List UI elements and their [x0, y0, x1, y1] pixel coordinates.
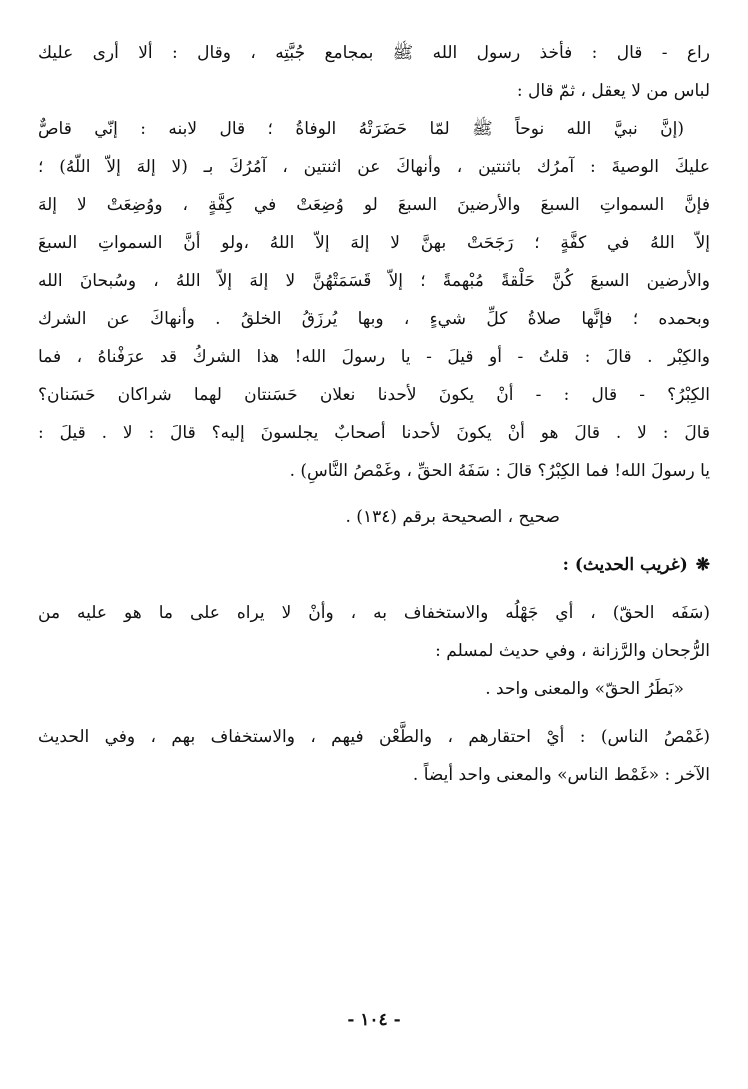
star-icon: ❋	[695, 555, 710, 575]
gloss-line: (غَمْصُ الناس) : أيْ احتقارهم ، والطَّعْن فيهم ، والاستخفاف بهم ، وفي الحديث	[38, 727, 710, 747]
hadith-line: عليكَ الوصيةَ : آمرُك باثنتين ، وأنهاكَ عن اثنتين ، آمُرُكَ بـ (لا إلهَ إلاّ اللّهُ) ؛	[38, 157, 710, 177]
hadith-line: قالَ : لا . قالَ هو أنْ يكونَ لأحدنا أصحابٌ يجلسونَ إليه؟ قالَ : لا . قيلَ :	[38, 423, 710, 443]
page-body	[38, 34, 710, 794]
hadith-line: والكِبْر . قالَ : قلتُ - أو قيلَ - يا رسولَ الله! هذا الشركُ قد عرَفْناهُ ، فما	[38, 347, 710, 367]
page-number: - ١٠٤ -	[347, 1010, 401, 1030]
gloss-line: الرُّجحان والرَّزانة ، وفي حديث لمسلم :	[435, 641, 710, 661]
gloss-line: (سَفَه الحقّ) ، أي جَهْلُه والاستخفاف به ، وأنْ لا يراه على ما هو عليه من	[38, 603, 710, 623]
hadith-line: (إنَّ نبيَّ الله نوحاً ﷺ لمّا حَضَرَتْهُ الوفاةُ ؛ قال لابنه : إنّي قاصٌّ	[38, 119, 684, 139]
hadith-line: يا رسولَ الله! فما الكِبْرُ؟ قالَ : سَفَهُ الحقِّ ، وغَمْصُ النَّاسِ) .	[289, 461, 710, 481]
hadith-line: وبحمده ؛ فإنَّها صلاةُ كلِّ شيءٍ ، وبها يُرزَقُ الخلقُ . وأنهاكَ عن الشرك	[38, 309, 710, 329]
gloss-ghams	[38, 718, 710, 794]
section-heading-text: (غريب الحديث) :	[562, 555, 688, 575]
gloss-safah	[38, 594, 710, 708]
hadith-line: لباس من لا يعقل ، ثمّ قال :	[516, 81, 710, 101]
hadith-source: صحيح ، الصحيحة برقم (١٣٤) .	[345, 507, 560, 527]
hadith-line: فإنَّ السمواتِ السبعَ والأرضينَ السبعَ لو وُضِعَتْ في كِفَّةٍ ، ووُضِعَتْ لا إلهَ	[38, 195, 710, 215]
hadith-text	[38, 34, 710, 490]
gloss-line: الآخر : «غَمْط الناس» والمعنى واحد أيضاً .	[412, 765, 710, 785]
gloss-quote: «بَطَرُ الحقّ» والمعنى واحد .	[485, 679, 684, 699]
section-heading	[38, 546, 710, 584]
hadith-line: إلاّ اللهُ في كفَّةٍ ؛ رَجَحَتْ بهنَّ لا إلهَ إلاّ اللهُ ،ولو أنَّ السمواتِ السبعَ	[38, 233, 710, 253]
hadith-line: راع - قال : فأخذ رسول الله ﷺ بمجامع جُبَّتِه ، وقال : ألا أرى عليك	[38, 43, 710, 63]
hadith-line: الكِبْرُ؟ - قال : - أنْ يكونَ لأحدنا نعلان حَسَنتان لهما شراكان حَسَنان؟	[38, 385, 710, 405]
hadith-line: والأرضين السبعَ كُنَّ حَلْقةً مُبْهمةً ؛ إلاّ قَسَمَتْهُنَّ لا إلهَ إلاّ اللهُ ، وسُبحانَ الله	[38, 271, 710, 291]
